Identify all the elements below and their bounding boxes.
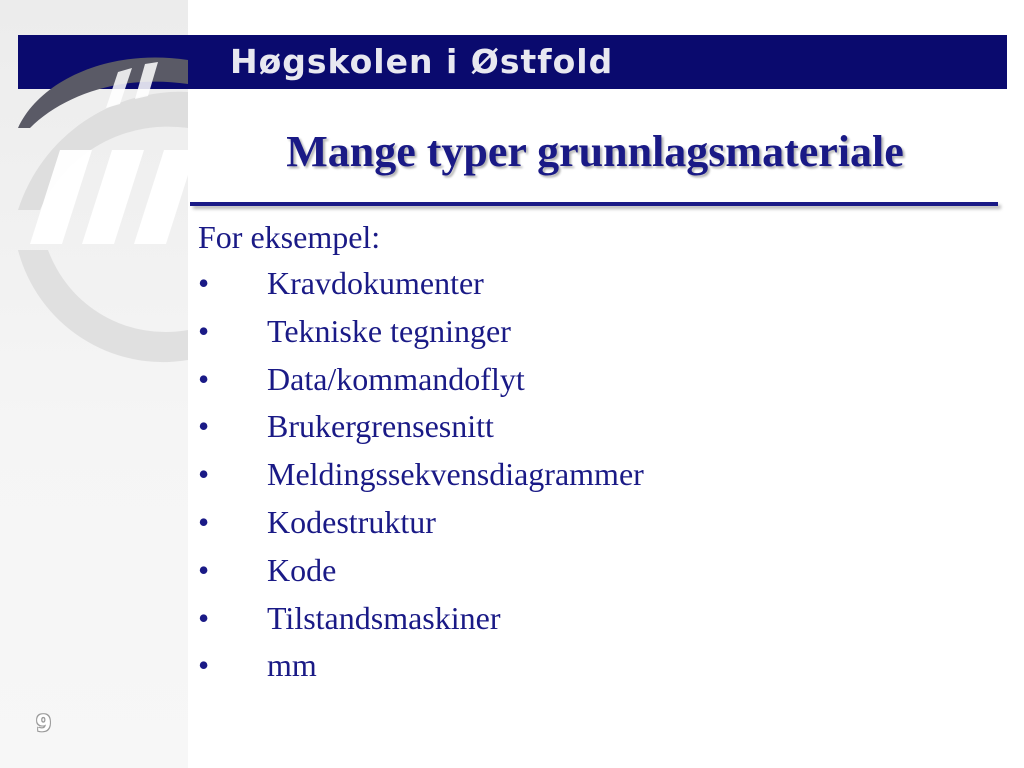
list-item-label: mm (267, 647, 317, 684)
bullet-icon: • (198, 312, 210, 349)
list-item-label: Meldingssekvensdiagrammer (267, 456, 644, 493)
slide-number: 9 (36, 712, 52, 737)
institution-name: Høgskolen i Østfold (230, 42, 614, 81)
title-underline (190, 202, 998, 206)
intro-text: For eksempel: (198, 219, 381, 255)
bullet-icon: • (198, 456, 210, 493)
bullet-icon: • (198, 265, 210, 301)
list-item-label: Brukergrensesnitt (267, 408, 494, 445)
bullet-icon: • (198, 551, 210, 588)
bullet-icon: • (198, 503, 210, 540)
slide-title: Mange typer grunnlagsmateriale (286, 127, 904, 176)
list-item-label: Kodestruktur (267, 503, 436, 540)
hiof-logo-icon (0, 0, 200, 380)
list-item-label: Tilstandsmaskiner (267, 599, 501, 636)
list-item-label: Tekniske tegninger (267, 312, 511, 349)
list-item-label: Kode (267, 551, 337, 588)
list-item-label: Data/kommandoflyt (267, 360, 525, 397)
bullet-icon: • (198, 599, 210, 636)
list-item-label: Kravdokumenter (267, 265, 484, 301)
bullet-icon: • (198, 647, 210, 684)
bullet-icon: • (198, 408, 210, 445)
bullet-icon: • (198, 360, 210, 397)
